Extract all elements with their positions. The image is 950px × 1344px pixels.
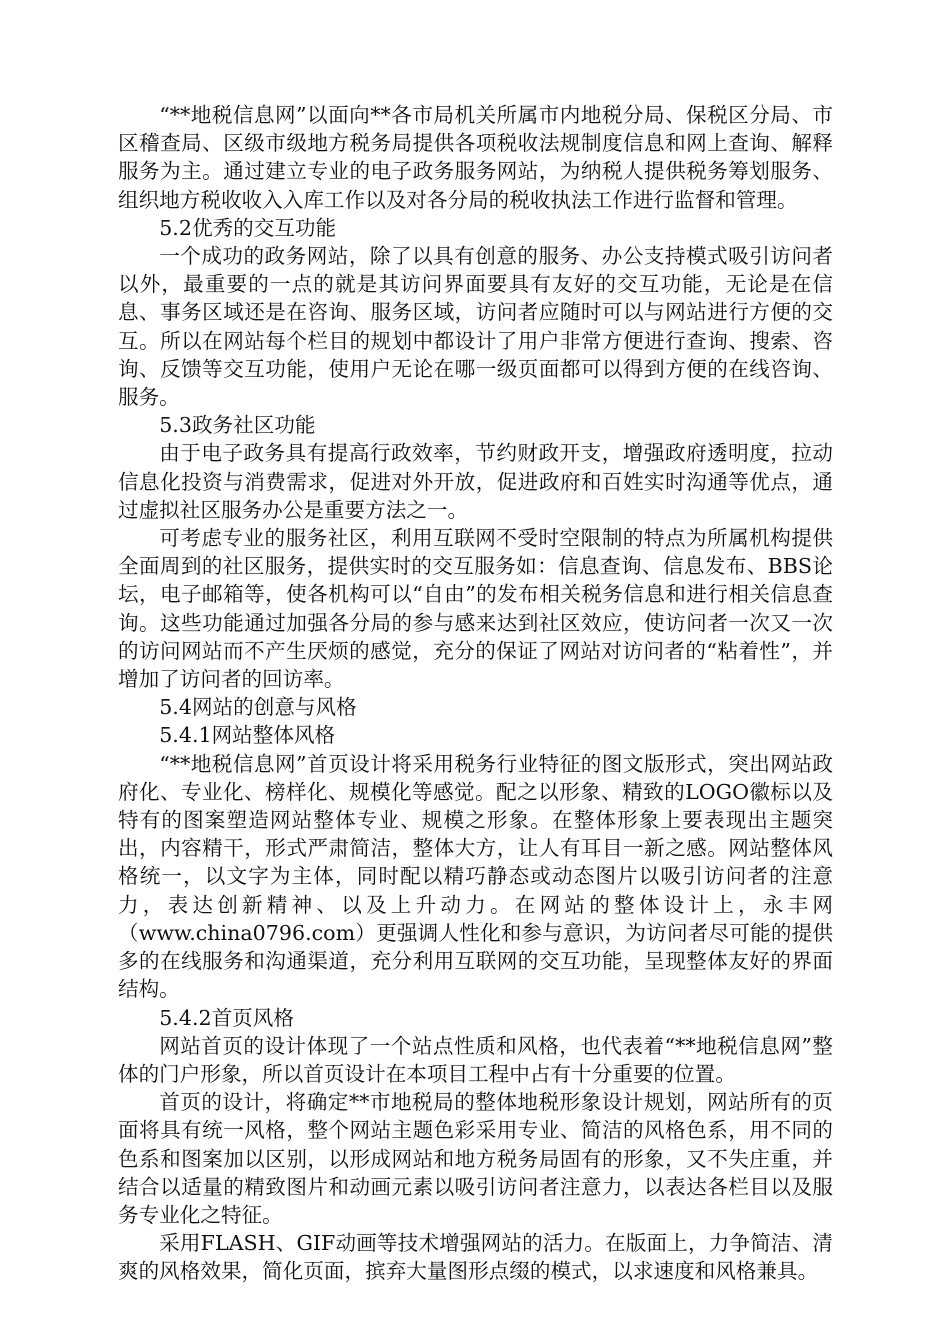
homepage-style-paragraph-3: 采用FLASH、GIF动画等技术增强网站的活力。在版面上，力争简洁、清爽的风格效果，简化页面，摈弃大量图形点缀的模式，以求速度和风格兼具。 (118, 1231, 833, 1284)
homepage-style-paragraph-1: 网站首页的设计体现了一个站点性质和风格，也代表着“**地税信息网”整体的门户形象，所以首页设计在本项目工程中占有十分重要的位置。 (118, 1033, 833, 1086)
homepage-style-paragraph-2: 首页的设计，将确定**市地税局的整体地税形象设计规划，网站所有的页面将具有统一风格，整个网站主题色彩采用专业、简洁的风格色系，用不同的色系和图案加以区别，以形成网站和地方税务局固有的形象，又不失庄重，并结合以适量的精致图片和动画元素以吸引访问者注意力，以表达各栏目以及服务专业化之特征。 (118, 1090, 833, 1227)
interaction-paragraph: 一个成功的政务网站，除了以具有创意的服务、办公支持模式吸引访问者以外，最重要的一点的就是其访问界面要具有友好的交互功能，无论是在信息、事务区域还是在咨询、服务区域，访问者应随时可以与网站进行方便的交互。所以在网站每个栏目的规划中都设计了用户非常方便进行查询、搜索、咨询、反馈等交互功能，使用户无论在哪一级页面都可以得到方便的在线咨询、服务。 (118, 244, 833, 410)
intro-paragraph: “**地税信息网”以面向**各市局机关所属市内地税分局、保税区分局、市区稽查局、区级市级地方税务局提供各项税收法规制度信息和网上查询、解释服务为主。通过建立专业的电子政务服务网站，为纳税人提供税务筹划服务、组织地方税收收入入库工作以及对各分局的税收执法工作进行监督和管理。 (118, 103, 833, 212)
section-heading-5-2: 5.2优秀的交互功能 (159, 215, 337, 240)
section-heading-5-4-2: 5.4.2首页风格 (159, 1005, 294, 1030)
document-body (118, 101, 833, 1286)
section-heading-5-4-1: 5.4.1网站整体风格 (159, 723, 336, 748)
community-paragraph-2: 可考虑专业的服务社区，利用互联网不受时空限制的特点为所属机构提供全面周到的社区服务，提供实时的交互服务如：信息查询、信息发布、BBS论坛，电子邮箱等，使各机构可以“自由”的发布相关税务信息和进行相关信息查询。这些功能通过加强各分局的参与感来达到社区效应，使访问者一次又一次的访问网站而不产生厌烦的感觉，充分的保证了网站对访问者的“粘着性”，并增加了访问者的回访率。 (118, 526, 833, 692)
community-paragraph-1: 由于电子政务具有提高行政效率，节约财政开支，增强政府透明度，拉动信息化投资与消费需求，促进对外开放，促进政府和百姓实时沟通等优点，通过虚拟社区服务办公是重要方法之一。 (118, 441, 833, 522)
section-heading-5-3: 5.3政务社区功能 (159, 413, 316, 438)
overall-style-paragraph: “**地税信息网”首页设计将采用税务行业特征的图文版形式，突出网站政府化、专业化、榜样化、规模化等感觉。配之以形象、精致的LOGO徽标以及特有的图案塑造网站整体专业、规模之形象。在整体形象上要表现出主题突出，内容精干，形式严肃简洁，整体大方，让人有耳目一新之感。网站整体风格统一，以文字为主体，同时配以精巧静态或动态图片以吸引访问者的注意力，表达创新精神、以及上升动力。在网站的整体设计上，永丰网（www.china0796.com）更强调人性化和参与意识，为访问者尽可能的提供多的在线服务和沟通渠道，充分利用互联网的交互功能，呈现整体友好的界面结构。 (118, 751, 833, 1002)
section-heading-5-4: 5.4网站的创意与风格 (159, 695, 357, 720)
